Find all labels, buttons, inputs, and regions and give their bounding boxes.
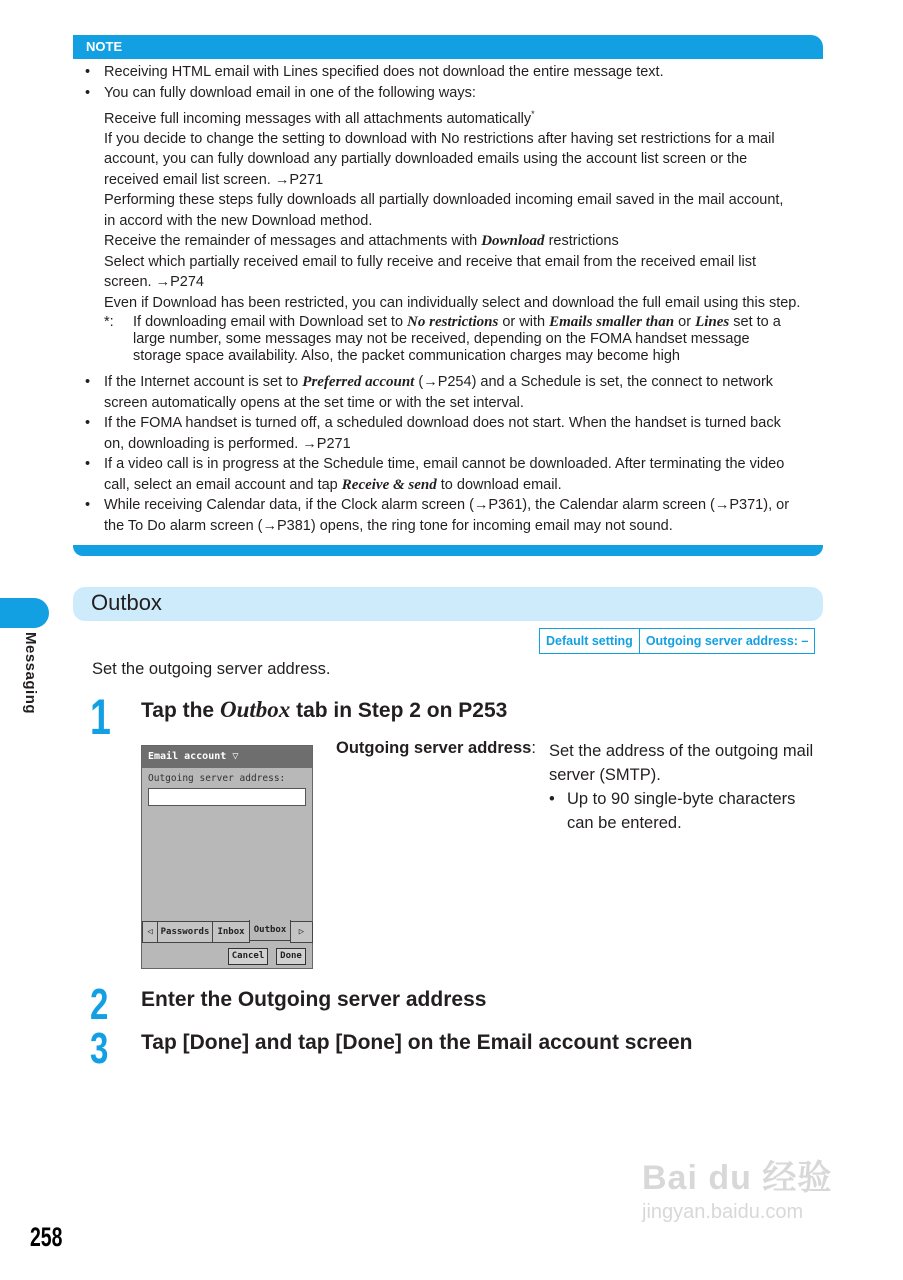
- step-1-text: Tap the Outbox tab in Step 2 on P253: [141, 697, 508, 722]
- done-button[interactable]: Done: [276, 948, 306, 965]
- description-text: Set the address of the outgoing mail server (SMTP). • Up to 90 single-byte characters can be entered.: [549, 742, 814, 832]
- tab-inbox[interactable]: Inbox: [212, 922, 250, 943]
- phone-title-bar: Email account ▽: [142, 746, 312, 768]
- chapter-tab: [0, 598, 49, 628]
- step-number-2: 2: [90, 980, 109, 1029]
- chapter-label: Messaging: [22, 632, 39, 715]
- section-header-bar: [73, 587, 823, 621]
- dropdown-icon: ▽: [232, 751, 239, 762]
- default-setting-label: Default setting: [546, 634, 633, 648]
- tab-passwords[interactable]: Passwords: [157, 922, 213, 943]
- section-intro: Set the outgoing server address.: [92, 660, 331, 678]
- default-setting-value: Outgoing server address: –: [639, 629, 815, 653]
- watermark-brand: Bai du 经验: [642, 1159, 833, 1197]
- tab-left-arrow-icon[interactable]: ◁: [142, 922, 158, 943]
- step-3-text: Tap [Done] and tap [Done] on the Email account screen: [141, 1031, 693, 1054]
- watermark-url: jingyan.baidu.com: [642, 1201, 804, 1223]
- cancel-button[interactable]: Cancel: [228, 948, 268, 965]
- watermark: [642, 1150, 832, 1224]
- method2-title: Receive the remainder of messages and attachments with Download restrictions: [104, 233, 619, 250]
- default-setting-box: [539, 628, 815, 654]
- tab-outbox[interactable]: Outbox: [249, 920, 291, 941]
- page-number: 258: [30, 1222, 63, 1252]
- note-footer-bar: [73, 545, 823, 556]
- step-2-text: Enter the Outgoing server address: [141, 988, 487, 1011]
- phone-screen-image: [141, 745, 313, 969]
- step-number-1: 1: [90, 689, 111, 745]
- phone-tab-bar: [142, 921, 312, 944]
- outgoing-server-input[interactable]: [148, 788, 306, 806]
- phone-field-label: Outgoing server address:: [148, 773, 286, 784]
- method1-title: Receive full incoming messages with all attachments automatically*: [104, 108, 535, 127]
- description-label: Outgoing server address:: [336, 739, 536, 757]
- note-title: NOTE: [86, 39, 123, 54]
- tab-right-arrow-icon[interactable]: ▷: [290, 922, 313, 943]
- step-number-3: 3: [90, 1024, 109, 1073]
- section-title: Outbox: [91, 590, 162, 615]
- note-header-bar: [73, 35, 823, 59]
